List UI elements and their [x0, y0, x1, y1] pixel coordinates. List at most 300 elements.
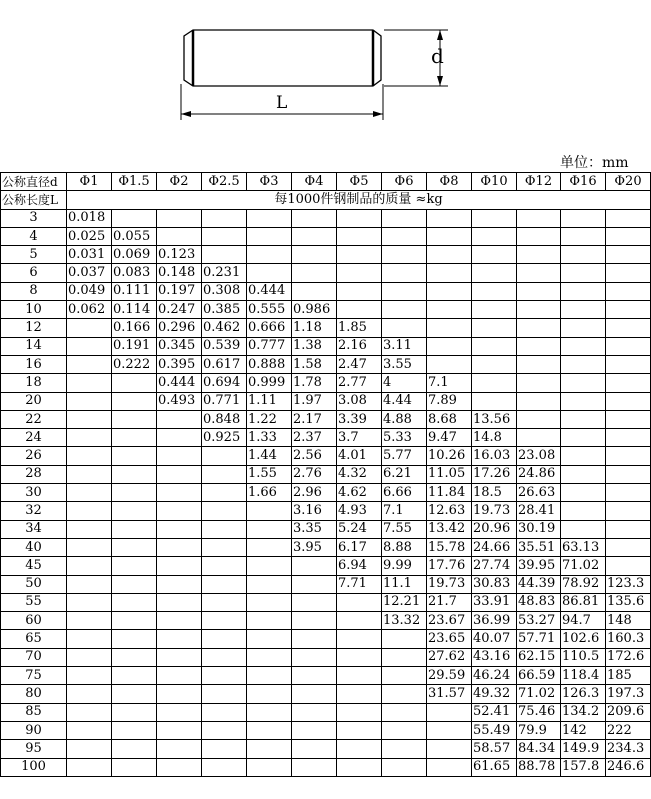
mass-cell: 0.345: [157, 337, 202, 355]
mass-cell: [561, 246, 606, 264]
mass-cell: 6.66: [382, 484, 427, 502]
mass-cell: [382, 246, 427, 264]
mass-cell: [202, 502, 247, 520]
length-cell: 4: [1, 227, 67, 245]
mass-cell: [382, 758, 427, 776]
mass-cell: [561, 209, 606, 227]
arrow-diameter-bottom: [437, 76, 443, 86]
mass-cell: [427, 209, 472, 227]
mass-cell: 1.58: [292, 355, 337, 373]
mass-cell: [67, 410, 112, 428]
mass-cell: 35.51: [517, 538, 561, 556]
mass-table: [0, 172, 651, 777]
diameter-label: d: [431, 44, 444, 68]
mass-cell: [247, 593, 292, 611]
mass-cell: [337, 740, 382, 758]
mass-cell: [67, 557, 112, 575]
table-row: [1, 209, 651, 227]
mass-cell: 126.3: [561, 685, 606, 703]
mass-cell: [427, 758, 472, 776]
mass-cell: 49.32: [472, 685, 517, 703]
mass-cell: [112, 502, 157, 520]
mass-cell: [517, 429, 561, 447]
mass-cell: 1.97: [292, 392, 337, 410]
mass-cell: 14.8: [472, 429, 517, 447]
diameter-header: Φ10: [472, 173, 517, 191]
mass-cell: 29.59: [427, 667, 472, 685]
mass-cell: 135.6: [606, 593, 651, 611]
mass-cell: [67, 520, 112, 538]
diameter-header: Φ2: [157, 173, 202, 191]
mass-cell: 6.17: [337, 538, 382, 556]
mass-cell: [382, 667, 427, 685]
mass-cell: [247, 520, 292, 538]
mass-cell: [292, 703, 337, 721]
mass-cell: 71.02: [561, 557, 606, 575]
mass-cell: [292, 667, 337, 685]
mass-cell: 2.77: [337, 374, 382, 392]
mass-cell: 16.03: [472, 447, 517, 465]
mass-cell: [67, 612, 112, 630]
table-row: [1, 703, 651, 721]
table-row: [1, 685, 651, 703]
diameter-header: Φ4: [292, 173, 337, 191]
mass-cell: 6.21: [382, 465, 427, 483]
mass-cell: 63.13: [561, 538, 606, 556]
mass-cell: 0.888: [247, 355, 292, 373]
mass-cell: [67, 355, 112, 373]
mass-cell: [157, 593, 202, 611]
diameter-header: Φ2.5: [202, 173, 247, 191]
mass-cell: [67, 337, 112, 355]
length-cell: 60: [1, 612, 67, 630]
mass-cell: 3.11: [382, 337, 427, 355]
mass-cell: [112, 703, 157, 721]
mass-cell: 0.018: [67, 209, 112, 227]
arrow-length-right: [373, 111, 383, 117]
table-row: [1, 484, 651, 502]
mass-cell: [157, 447, 202, 465]
mass-cell: [382, 685, 427, 703]
mass-cell: 0.031: [67, 246, 112, 264]
table-row: [1, 374, 651, 392]
mass-cell: [247, 685, 292, 703]
mass-cell: [202, 593, 247, 611]
mass-cell: 160.3: [606, 630, 651, 648]
mass-cell: 19.73: [427, 575, 472, 593]
mass-cell: 12.63: [427, 502, 472, 520]
mass-cell: [337, 612, 382, 630]
mass-cell: [292, 648, 337, 666]
mass-cell: 185: [606, 667, 651, 685]
table-row: [1, 392, 651, 410]
mass-cell: [561, 392, 606, 410]
mass-cell: 149.9: [561, 740, 606, 758]
mass-cell: 43.16: [472, 648, 517, 666]
mass-cell: [561, 502, 606, 520]
mass-cell: 28.41: [517, 502, 561, 520]
mass-cell: 4: [382, 374, 427, 392]
mass-cell: 17.26: [472, 465, 517, 483]
table-row: [1, 301, 651, 319]
mass-cell: [337, 703, 382, 721]
mass-cell: [247, 227, 292, 245]
mass-cell: 4.32: [337, 465, 382, 483]
mass-cell: 3.16: [292, 502, 337, 520]
mass-cell: 0.296: [157, 319, 202, 337]
table-row: [1, 557, 651, 575]
mass-cell: [157, 520, 202, 538]
mass-cell: 13.42: [427, 520, 472, 538]
mass-cell: 2.96: [292, 484, 337, 502]
mass-cell: [337, 227, 382, 245]
mass-cell: 12.21: [382, 593, 427, 611]
mass-cell: [606, 557, 651, 575]
mass-cell: [292, 685, 337, 703]
mass-cell: [606, 374, 651, 392]
mass-cell: [202, 465, 247, 483]
mass-cell: [292, 740, 337, 758]
table-row: [1, 740, 651, 758]
mass-cell: [337, 721, 382, 739]
mass-cell: [606, 410, 651, 428]
mass-cell: 1.38: [292, 337, 337, 355]
mass-cell: 7.89: [427, 392, 472, 410]
mass-cell: [112, 685, 157, 703]
mass-cell: [427, 355, 472, 373]
length-label: L: [276, 93, 288, 113]
mass-cell: [157, 630, 202, 648]
table-row: [1, 337, 651, 355]
mass-cell: [427, 740, 472, 758]
mass-cell: [517, 337, 561, 355]
length-cell: 14: [1, 337, 67, 355]
pin-outline: [184, 30, 381, 86]
mass-cell: 13.56: [472, 410, 517, 428]
mass-cell: 46.24: [472, 667, 517, 685]
mass-cell: 3.39: [337, 410, 382, 428]
mass-cell: [112, 557, 157, 575]
mass-cell: [561, 520, 606, 538]
mass-cell: 0.025: [67, 227, 112, 245]
mass-cell: [427, 264, 472, 282]
mass-cell: [561, 227, 606, 245]
mass-cell: [292, 593, 337, 611]
table-row: [1, 721, 651, 739]
mass-cell: [606, 337, 651, 355]
mass-cell: [561, 447, 606, 465]
mass-cell: [157, 429, 202, 447]
mass-cell: [606, 209, 651, 227]
mass-cell: 4.01: [337, 447, 382, 465]
mass-cell: [561, 301, 606, 319]
mass-cell: 11.05: [427, 465, 472, 483]
mass-cell: 0.069: [112, 246, 157, 264]
mass-cell: 102.6: [561, 630, 606, 648]
length-cell: 18: [1, 374, 67, 392]
mass-cell: [202, 630, 247, 648]
mass-cell: [247, 612, 292, 630]
mass-cell: [292, 282, 337, 300]
table-row: [1, 410, 651, 428]
mass-cell: [157, 465, 202, 483]
mass-cell: 86.81: [561, 593, 606, 611]
mass-cell: 209.6: [606, 703, 651, 721]
mass-cell: 62.15: [517, 648, 561, 666]
mass-cell: 0.666: [247, 319, 292, 337]
mass-cell: [337, 667, 382, 685]
mass-cell: 3.95: [292, 538, 337, 556]
table-row: [1, 227, 651, 245]
mass-cell: [561, 374, 606, 392]
mass-cell: [561, 410, 606, 428]
mass-cell: 0.049: [67, 282, 112, 300]
mass-cell: [337, 685, 382, 703]
mass-cell: [561, 429, 606, 447]
table-caption: 每1000件钢制品的质量 ≈kg: [67, 191, 651, 209]
mass-cell: 1.66: [247, 484, 292, 502]
mass-cell: 1.44: [247, 447, 292, 465]
mass-cell: 39.95: [517, 557, 561, 575]
mass-cell: [112, 447, 157, 465]
diameter-header: Φ8: [427, 173, 472, 191]
length-cell: 8: [1, 282, 67, 300]
mass-cell: 17.76: [427, 557, 472, 575]
length-cell: 16: [1, 355, 67, 373]
arrow-length-left: [181, 111, 191, 117]
mass-cell: 5.33: [382, 429, 427, 447]
length-cell: 12: [1, 319, 67, 337]
mass-cell: [382, 703, 427, 721]
table-row: [1, 667, 651, 685]
mass-cell: 6.94: [337, 557, 382, 575]
mass-cell: [427, 319, 472, 337]
mass-cell: [112, 612, 157, 630]
mass-cell: 71.02: [517, 685, 561, 703]
mass-cell: [472, 301, 517, 319]
table-row: [1, 264, 651, 282]
mass-cell: [472, 319, 517, 337]
mass-cell: [112, 593, 157, 611]
mass-cell: [292, 758, 337, 776]
mass-cell: [67, 685, 112, 703]
mass-cell: 78.92: [561, 575, 606, 593]
mass-cell: [67, 374, 112, 392]
mass-cell: 23.08: [517, 447, 561, 465]
length-cell: 95: [1, 740, 67, 758]
mass-cell: 4.44: [382, 392, 427, 410]
mass-cell: [606, 465, 651, 483]
mass-cell: 55.49: [472, 721, 517, 739]
length-cell: 34: [1, 520, 67, 538]
table-row: [1, 355, 651, 373]
mass-cell: 0.493: [157, 392, 202, 410]
mass-cell: [202, 740, 247, 758]
mass-cell: [292, 246, 337, 264]
mass-cell: [202, 538, 247, 556]
mass-cell: [247, 538, 292, 556]
mass-cell: [112, 630, 157, 648]
mass-cell: [247, 667, 292, 685]
mass-cell: 0.444: [157, 374, 202, 392]
mass-cell: [202, 246, 247, 264]
mass-cell: [561, 355, 606, 373]
mass-cell: [247, 575, 292, 593]
mass-cell: 7.71: [337, 575, 382, 593]
mass-cell: [67, 667, 112, 685]
mass-cell: [382, 301, 427, 319]
mass-cell: [382, 264, 427, 282]
mass-cell: 23.65: [427, 630, 472, 648]
mass-cell: 31.57: [427, 685, 472, 703]
mass-cell: [427, 227, 472, 245]
mass-cell: 0.848: [202, 410, 247, 428]
mass-cell: [157, 575, 202, 593]
mass-cell: 142: [561, 721, 606, 739]
diameter-header: Φ12: [517, 173, 561, 191]
mass-cell: 0.197: [157, 282, 202, 300]
mass-cell: 53.27: [517, 612, 561, 630]
mass-cell: [247, 721, 292, 739]
mass-cell: 0.395: [157, 355, 202, 373]
mass-cell: 3.55: [382, 355, 427, 373]
mass-cell: 0.231: [202, 264, 247, 282]
mass-cell: 1.78: [292, 374, 337, 392]
mass-cell: [112, 538, 157, 556]
mass-cell: [427, 703, 472, 721]
mass-cell: [382, 648, 427, 666]
mass-cell: [112, 374, 157, 392]
mass-cell: 3.7: [337, 429, 382, 447]
mass-cell: [67, 447, 112, 465]
mass-cell: 20.96: [472, 520, 517, 538]
mass-cell: 8.88: [382, 538, 427, 556]
mass-cell: [247, 740, 292, 758]
table-row: [1, 593, 651, 611]
mass-cell: 11.84: [427, 484, 472, 502]
mass-cell: 52.41: [472, 703, 517, 721]
diameter-header: Φ16: [561, 173, 606, 191]
mass-cell: 0.771: [202, 392, 247, 410]
mass-cell: [337, 301, 382, 319]
mass-cell: [67, 538, 112, 556]
mass-cell: [427, 246, 472, 264]
mass-cell: 94.7: [561, 612, 606, 630]
mass-cell: 48.83: [517, 593, 561, 611]
mass-cell: [561, 337, 606, 355]
caption-row: [1, 191, 651, 209]
mass-cell: [112, 465, 157, 483]
mass-cell: 123.3: [606, 575, 651, 593]
mass-cell: 13.32: [382, 612, 427, 630]
length-cell: 55: [1, 593, 67, 611]
table-row: [1, 612, 651, 630]
mass-cell: 110.5: [561, 648, 606, 666]
mass-cell: 0.062: [67, 301, 112, 319]
mass-cell: [67, 721, 112, 739]
mass-cell: [202, 685, 247, 703]
mass-cell: 0.166: [112, 319, 157, 337]
mass-cell: 0.114: [112, 301, 157, 319]
mass-cell: 33.91: [472, 593, 517, 611]
mass-cell: [202, 447, 247, 465]
mass-cell: [517, 246, 561, 264]
mass-cell: 0.123: [157, 246, 202, 264]
mass-cell: [247, 630, 292, 648]
mass-cell: [382, 721, 427, 739]
mass-cell: [517, 301, 561, 319]
mass-cell: [292, 630, 337, 648]
mass-cell: [202, 575, 247, 593]
mass-cell: [606, 282, 651, 300]
mass-cell: [606, 429, 651, 447]
mass-cell: [67, 319, 112, 337]
mass-cell: 0.037: [67, 264, 112, 282]
diameter-header: Φ1.5: [112, 173, 157, 191]
diameter-header: Φ6: [382, 173, 427, 191]
mass-cell: [472, 374, 517, 392]
mass-cell: [292, 209, 337, 227]
mass-cell: 0.777: [247, 337, 292, 355]
mass-cell: [67, 484, 112, 502]
mass-cell: [202, 209, 247, 227]
mass-cell: [382, 740, 427, 758]
mass-cell: 24.86: [517, 465, 561, 483]
mass-cell: 79.9: [517, 721, 561, 739]
mass-cell: [382, 319, 427, 337]
mass-cell: [517, 209, 561, 227]
mass-cell: 30.19: [517, 520, 561, 538]
mass-cell: [202, 721, 247, 739]
mass-cell: [247, 557, 292, 575]
mass-cell: 58.57: [472, 740, 517, 758]
mass-cell: 0.222: [112, 355, 157, 373]
mass-cell: [67, 630, 112, 648]
mass-cell: 0.247: [157, 301, 202, 319]
mass-cell: [67, 593, 112, 611]
mass-cell: [112, 758, 157, 776]
table-row: [1, 630, 651, 648]
corner-top-label: 公称直径d: [1, 173, 67, 191]
length-cell: 26: [1, 447, 67, 465]
mass-cell: 0.986: [292, 301, 337, 319]
mass-cell: [606, 227, 651, 245]
table-row: [1, 575, 651, 593]
mass-cell: [517, 374, 561, 392]
mass-cell: [67, 648, 112, 666]
mass-cell: [606, 520, 651, 538]
mass-cell: [247, 502, 292, 520]
mass-cell: [606, 301, 651, 319]
mass-cell: 26.63: [517, 484, 561, 502]
mass-cell: [337, 246, 382, 264]
mass-cell: 222: [606, 721, 651, 739]
mass-cell: [112, 520, 157, 538]
length-cell: 40: [1, 538, 67, 556]
table-row: [1, 282, 651, 300]
mass-cell: [112, 740, 157, 758]
mass-cell: 18.5: [472, 484, 517, 502]
mass-cell: 1.33: [247, 429, 292, 447]
mass-cell: [337, 648, 382, 666]
mass-cell: [247, 209, 292, 227]
mass-cell: 5.77: [382, 447, 427, 465]
mass-cell: [517, 410, 561, 428]
mass-cell: 0.055: [112, 227, 157, 245]
mass-cell: 1.22: [247, 410, 292, 428]
mass-cell: 84.34: [517, 740, 561, 758]
mass-cell: [561, 484, 606, 502]
